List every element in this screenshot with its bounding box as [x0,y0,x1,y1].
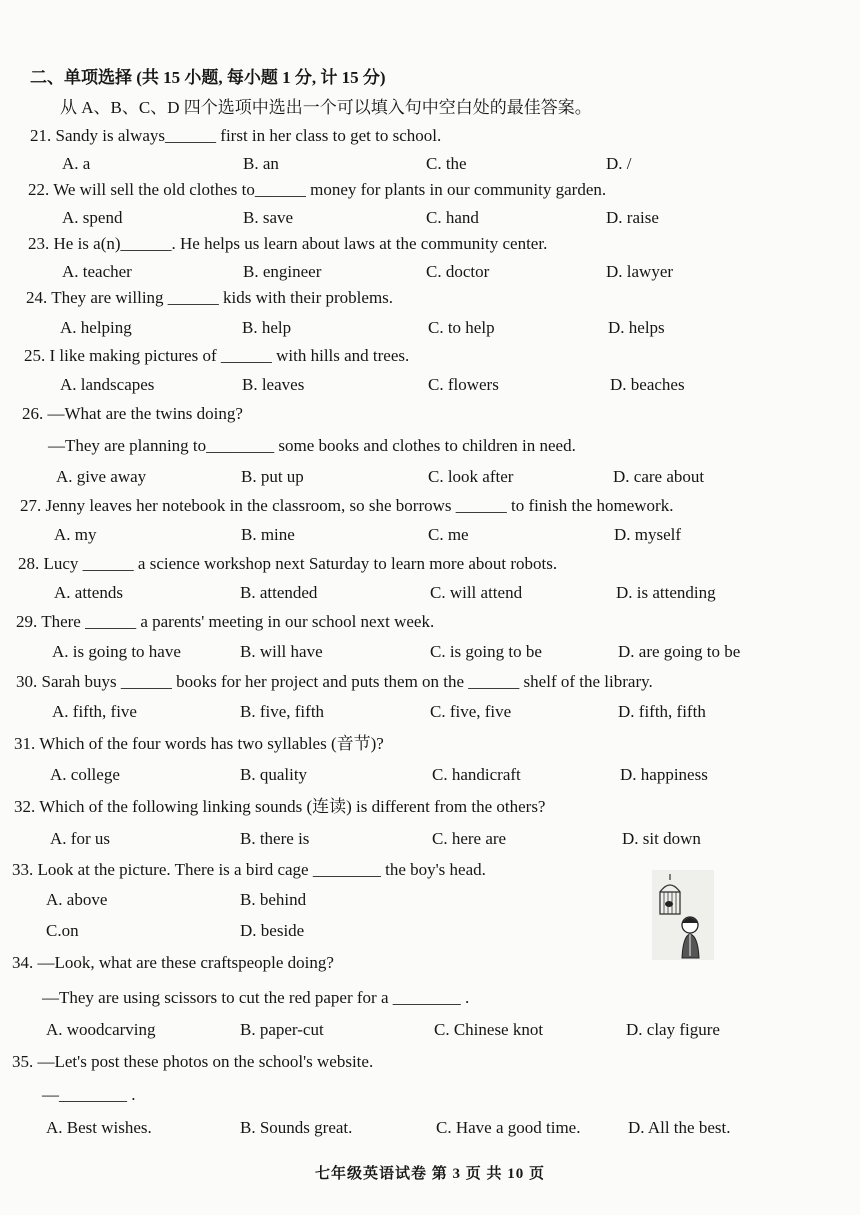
question-35-stem-reply: —________ . [42,1085,136,1104]
q22-option-a[interactable]: A. spend [62,208,123,227]
q26-option-d[interactable]: D. care about [613,467,705,486]
q32-option-b[interactable]: B. there is [240,829,310,848]
question-35-stem: 35. —Let's post these photos on the school's website. [12,1052,374,1071]
q35-option-c[interactable]: C. Have a good time. [436,1118,581,1137]
question-25-stem: 25. I like making pictures of ______ with hills and trees. [24,346,410,365]
q34-option-d[interactable]: D. clay figure [626,1020,720,1039]
q29-option-c[interactable]: C. is going to be [430,642,542,661]
q35-option-d[interactable]: D. All the best. [628,1118,731,1137]
q28-option-c[interactable]: C. will attend [430,583,523,602]
question-26-stem-reply: —They are planning to________ some books and clothes to children in need. [48,436,576,455]
q23-option-a[interactable]: A. teacher [62,262,132,281]
q27-option-c[interactable]: C. me [428,525,469,544]
q34-option-b[interactable]: B. paper-cut [240,1020,324,1039]
q21-option-b[interactable]: B. an [243,154,279,173]
q35-option-b[interactable]: B. Sounds great. [240,1118,353,1137]
q32-option-c[interactable]: C. here are [432,829,507,848]
page-footer: 七年级英语试卷 第 3 页 共 10 页 [314,1166,545,1182]
q21-option-c[interactable]: C. the [426,154,467,173]
q28-option-b[interactable]: B. attended [240,583,318,602]
q28-option-a[interactable]: A. attends [54,583,123,602]
q31-option-d[interactable]: D. happiness [620,765,708,784]
boy-with-birdcage-icon [652,870,714,960]
section-heading: 二、单项选择 (共 15 小题, 每小题 1 分, 计 15 分) [30,68,386,87]
q27-option-a[interactable]: A. my [54,525,97,544]
q29-option-d[interactable]: D. are going to be [618,642,741,661]
q25-option-c[interactable]: C. flowers [428,375,499,394]
q23-option-b[interactable]: B. engineer [243,262,322,281]
q22-option-c[interactable]: C. hand [426,208,479,227]
q29-option-b[interactable]: B. will have [240,642,323,661]
q24-option-c[interactable]: C. to help [428,318,495,337]
question-21-stem: 21. Sandy is always______ first in her class to get to school. [30,126,442,145]
q30-option-a[interactable]: A. fifth, five [52,702,137,721]
question-22-stem: 22. We will sell the old clothes to______ money for plants in our community garden. [28,180,607,199]
q22-option-b[interactable]: B. save [243,208,294,227]
question-23-stem: 23. He is a(n)______. He helps us learn about laws at the community center. [28,234,548,253]
q31-option-b[interactable]: B. quality [240,765,308,784]
q28-option-d[interactable]: D. is attending [616,583,716,602]
section-instruction: 从 A、B、C、D 四个选项中选出一个可以填入句中空白处的最佳答案。 [60,98,592,117]
q25-option-b[interactable]: B. leaves [242,375,305,394]
q22-option-d[interactable]: D. raise [606,208,659,227]
question-32-stem: 32. Which of the following linking sounds (连读) is different from the others? [14,797,546,816]
question-30-stem: 30. Sarah buys ______ books for her project and puts them on the ______ shelf of the library. [16,672,653,691]
q32-option-d[interactable]: D. sit down [622,829,701,848]
q34-option-a[interactable]: A. woodcarving [46,1020,156,1039]
question-29-stem: 29. There ______ a parents' meeting in our school next week. [16,612,435,631]
q33-option-a[interactable]: A. above [46,890,108,909]
question-34-stem-reply: —They are using scissors to cut the red paper for a ________ . [42,988,470,1007]
question-28-stem: 28. Lucy ______ a science workshop next Saturday to learn more about robots. [18,554,558,573]
question-24-stem: 24. They are willing ______ kids with their problems. [26,288,394,307]
question-33-stem: 33. Look at the picture. There is a bird cage ________ the boy's head. [12,860,486,879]
q21-option-a[interactable]: A. a [62,154,91,173]
question-26-stem: 26. —What are the twins doing? [22,404,243,423]
q27-option-b[interactable]: B. mine [241,525,295,544]
question-27-stem: 27. Jenny leaves her notebook in the classroom, so she borrows ______ to finish the homework. [20,496,674,515]
q23-option-d[interactable]: D. lawyer [606,262,674,281]
q34-option-c[interactable]: C. Chinese knot [434,1020,544,1039]
q23-option-c[interactable]: C. doctor [426,262,490,281]
q30-option-d[interactable]: D. fifth, fifth [618,702,706,721]
q24-option-a[interactable]: A. helping [60,318,132,337]
question-31-stem: 31. Which of the four words has two syllables (音节)? [14,734,384,753]
q29-option-a[interactable]: A. is going to have [52,642,181,661]
q33-option-c[interactable]: C.on [46,921,79,940]
q31-option-a[interactable]: A. college [50,765,120,784]
question-34-stem: 34. —Look, what are these craftspeople doing? [12,953,334,972]
q33-option-b[interactable]: B. behind [240,890,307,909]
q24-option-b[interactable]: B. help [242,318,292,337]
q25-option-d[interactable]: D. beaches [610,375,685,394]
q25-option-a[interactable]: A. landscapes [60,375,155,394]
q27-option-d[interactable]: D. myself [614,525,682,544]
q26-option-a[interactable]: A. give away [56,467,147,486]
q31-option-c[interactable]: C. handicraft [432,765,521,784]
q30-option-c[interactable]: C. five, five [430,702,512,721]
q30-option-b[interactable]: B. five, fifth [240,702,325,721]
q35-option-a[interactable]: A. Best wishes. [46,1118,152,1137]
q26-option-c[interactable]: C. look after [428,467,514,486]
q26-option-b[interactable]: B. put up [241,467,304,486]
q21-option-d[interactable]: D. / [606,154,632,173]
q24-option-d[interactable]: D. helps [608,318,665,337]
q33-option-d[interactable]: D. beside [240,921,305,940]
q32-option-a[interactable]: A. for us [50,829,110,848]
